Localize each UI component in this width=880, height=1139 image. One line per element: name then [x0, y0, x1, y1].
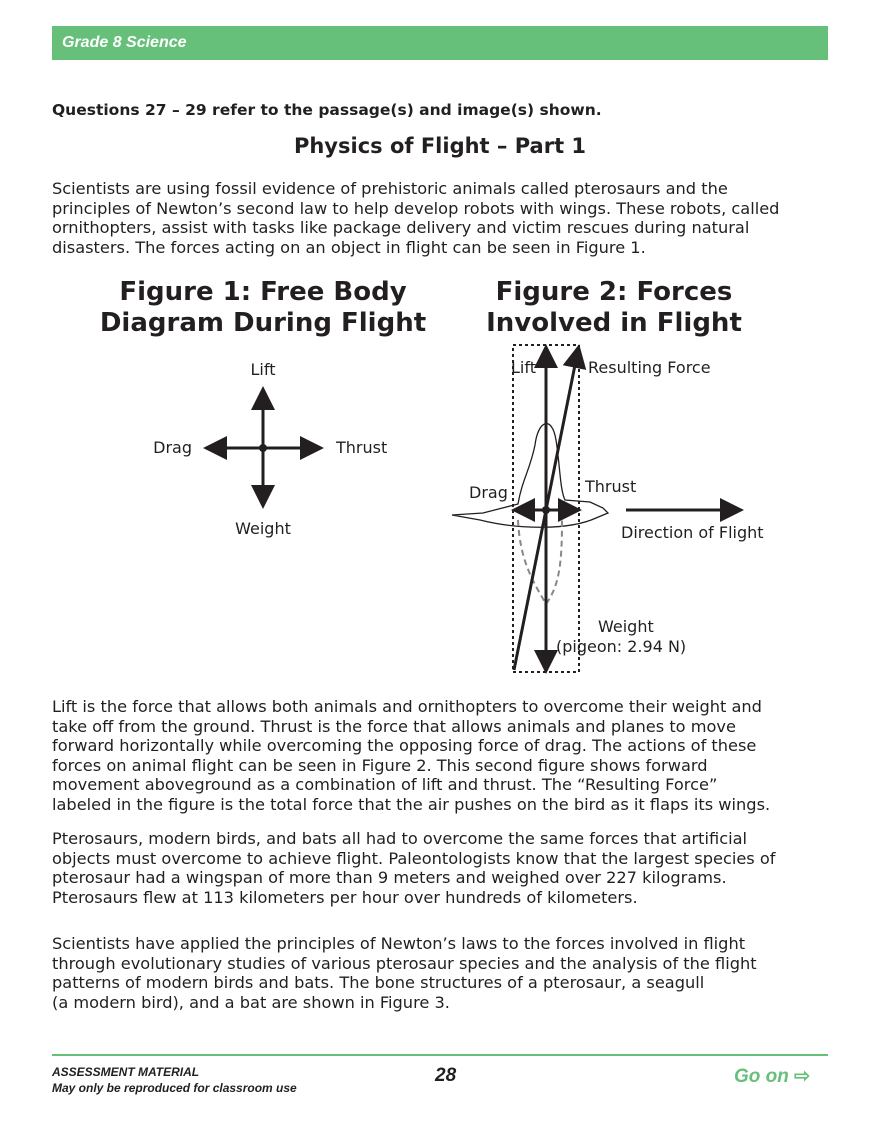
direction-label: Direction of Flight	[621, 523, 764, 542]
weight-label: Weight	[598, 617, 654, 636]
footer-notice: ASSESSMENT MATERIAL May only be reproduced for classroom use	[52, 1065, 297, 1095]
footer-rule	[52, 1054, 828, 1056]
text-line: ornithopters, assist with tasks like package delivery and victim rescues during natural	[52, 218, 750, 238]
page-number: 28	[435, 1065, 457, 1086]
figure-2-title: Figure 2: Forces Involved in Flight	[486, 277, 742, 338]
free-body-diagram	[153, 360, 387, 538]
resulting-force-label: Resulting Force	[588, 358, 711, 377]
text-line: disasters. The forces acting on an object in flight can be seen in Figure 1.	[52, 237, 646, 257]
text-line: principles of Newton’s second law to help develop robots with wings. These robots, called	[52, 198, 780, 218]
figure-1-title: Figure 1: Free Body Diagram During Flight	[99, 277, 427, 338]
question-intro: Questions 27 – 29 refer to the passage(s) and image(s) shown.	[52, 101, 602, 119]
lift-label: Lift	[250, 360, 276, 379]
grade-label: Grade 8 Science	[62, 34, 187, 51]
drag-label: Drag	[469, 483, 508, 502]
go-on-label: Go on ⇨	[734, 1066, 811, 1087]
weight-label: Weight	[235, 519, 291, 538]
passage-title: Physics of Flight – Part 1	[293, 134, 587, 158]
weight-note: (pigeon: 2.94 N)	[556, 637, 687, 656]
thrust-label: Thrust	[336, 438, 388, 457]
bird-outline	[452, 424, 608, 528]
lift-label: Lift	[511, 358, 536, 377]
arrow-right-icon: ⇨	[794, 1066, 811, 1087]
text-line: Scientists are using fossil evidence of prehistoric animals called pterosaurs and the	[52, 179, 728, 198]
forces-diagram	[452, 345, 764, 672]
paragraph-2: Lift is the force that allows both animals and ornithopters to overcome their weight and take off from the ground. Thrust is the force that allows animals and planes to move forward horizontally while overcoming the opposing force of drag. The actions of these forces on animal flight can be seen in Figure 2. This second figure shows forward movement aboveground as a combination of lift and thrust. The “Resulting Force” labeled in the figure is the total force that the air pushes on the bird as it flaps its wings.	[52, 697, 771, 814]
drag-label: Drag	[153, 438, 192, 457]
paragraph-3: Pterosaurs, modern birds, and bats all had to overcome the same forces that artificial objects must overcome to achieve flight. Paleontologists know that the largest species of pterosaur had a wingspan of more than 9 meters and weighed over 227 kilograms. Pterosaurs flew at 113 kilometers per hour over hundreds of kilometers.	[52, 829, 776, 907]
paragraph-4: Scientists have applied the principles of Newton’s laws to the forces involved in flight through evolutionary studies of various pterosaur species and the analysis of the flight patterns of modern birds and bats. The bone structures of a pterosaur, a seagull (a modern bird), and a bat are shown in Figure 3.	[52, 934, 757, 1012]
thrust-label: Thrust	[585, 477, 637, 496]
